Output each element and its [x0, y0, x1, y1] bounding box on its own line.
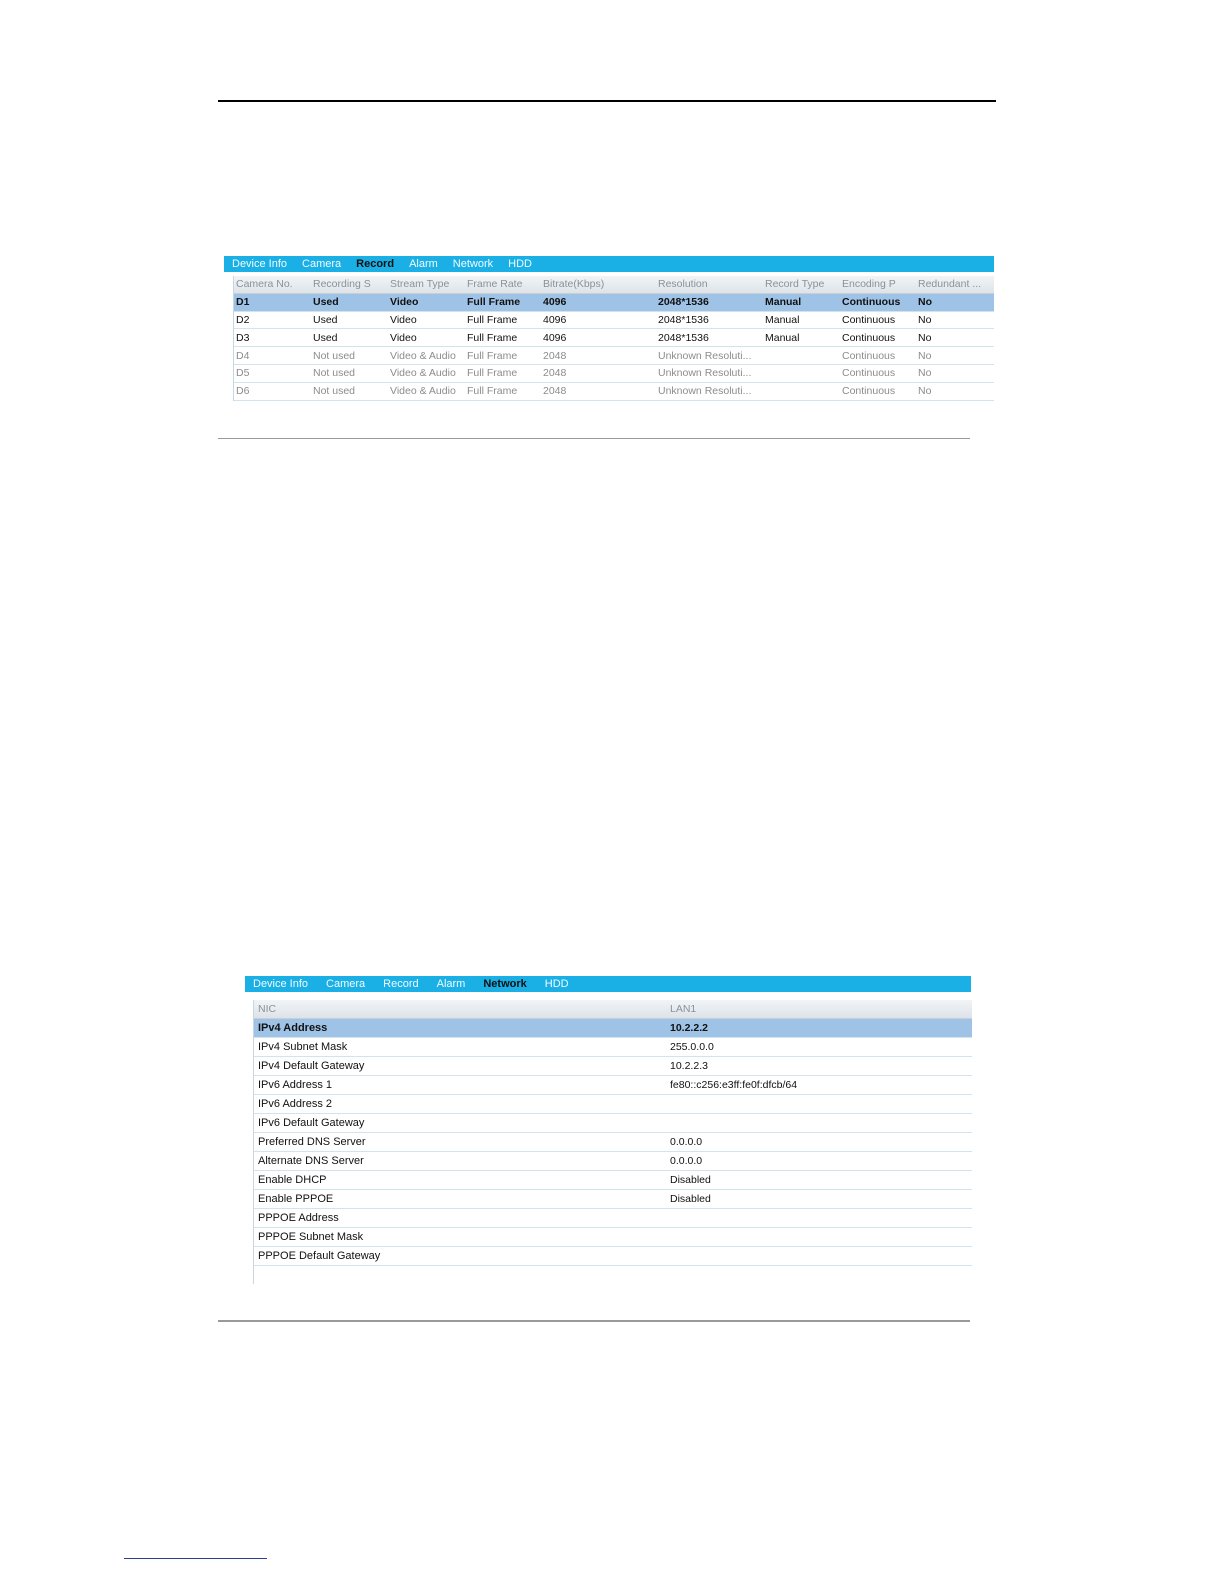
cell-stream-type: Video & Audio [390, 349, 456, 362]
column-header-nic[interactable]: NIC [258, 1003, 277, 1015]
column-header-camera-no[interactable]: Camera No. [236, 278, 293, 291]
cell-parameter: Preferred DNS Server [258, 1136, 366, 1148]
cell-parameter: PPPOE Subnet Mask [258, 1231, 364, 1243]
network-table [253, 1000, 972, 1284]
table-row[interactable] [234, 294, 994, 312]
cell-encoding: Continuous [842, 296, 901, 309]
cell-frame-rate: Full Frame [467, 331, 518, 344]
table-empty-space [254, 1266, 972, 1284]
tab-network[interactable]: Network [452, 258, 494, 270]
cell-value: 0.0.0.0 [670, 1136, 703, 1148]
cell-parameter: IPv4 Address [258, 1022, 328, 1034]
cell-camera-no: D5 [236, 367, 250, 380]
cell-parameter: Alternate DNS Server [258, 1155, 364, 1167]
table-row[interactable] [234, 365, 994, 383]
table-row[interactable] [254, 1247, 972, 1266]
cell-parameter: IPv6 Default Gateway [258, 1117, 365, 1129]
cell-resolution: Unknown Resoluti... [658, 349, 752, 362]
cell-bitrate: 4096 [543, 331, 567, 344]
cell-stream-type: Video [390, 331, 417, 344]
cell-recording-status: Not used [313, 367, 356, 380]
column-header-redundant[interactable]: Redundant ... [918, 278, 982, 291]
cell-bitrate: 2048 [543, 349, 567, 362]
tab-alarm[interactable]: Alarm [436, 978, 466, 990]
table-row[interactable] [254, 1095, 972, 1114]
table-row[interactable] [254, 1190, 972, 1209]
cell-resolution: Unknown Resoluti... [658, 385, 752, 398]
table-row[interactable] [234, 312, 994, 330]
record-panel-tabbar [224, 256, 994, 272]
cell-resolution: Unknown Resoluti... [658, 367, 752, 380]
table-row[interactable] [234, 329, 994, 347]
cell-redundant: No [918, 313, 932, 326]
cell-frame-rate: Full Frame [467, 349, 518, 362]
table-row[interactable] [254, 1038, 972, 1057]
tab-camera[interactable]: Camera [326, 978, 366, 990]
cell-bitrate: 2048 [543, 385, 567, 398]
cell-recording-status: Not used [313, 349, 356, 362]
cell-record-type: Manual [765, 296, 802, 309]
cell-redundant: No [918, 385, 932, 398]
cell-recording-status: Not used [313, 385, 356, 398]
cell-parameter: IPv6 Address 1 [258, 1079, 332, 1091]
cell-recording-status: Used [313, 331, 338, 344]
cell-record-type: Manual [765, 331, 800, 344]
cell-camera-no: D3 [236, 331, 250, 344]
table-row[interactable] [254, 1228, 972, 1247]
tab-network[interactable]: Network [483, 978, 527, 990]
tab-hdd[interactable]: HDD [544, 978, 569, 990]
cell-parameter: PPPOE Address [258, 1212, 339, 1224]
table-row[interactable] [254, 1076, 972, 1095]
table-row[interactable] [234, 383, 994, 401]
cell-recording-status: Used [313, 296, 339, 309]
cell-redundant: No [918, 367, 932, 380]
cell-frame-rate: Full Frame [467, 296, 521, 309]
cell-parameter: IPv4 Subnet Mask [258, 1041, 348, 1053]
cell-bitrate: 2048 [543, 367, 567, 380]
tab-hdd[interactable]: HDD [508, 258, 532, 270]
cell-bitrate: 4096 [543, 313, 567, 326]
column-header-lan1[interactable]: LAN1 [670, 1003, 697, 1015]
cell-camera-no: D4 [236, 349, 250, 362]
cell-encoding: Continuous [842, 367, 896, 380]
footnote-rule [124, 1558, 267, 1559]
tab-record[interactable]: Record [383, 978, 419, 990]
table-row[interactable] [254, 1152, 972, 1171]
cell-stream-type: Video & Audio [390, 385, 456, 398]
cell-frame-rate: Full Frame [467, 313, 518, 326]
tab-camera[interactable]: Camera [302, 258, 342, 270]
cell-frame-rate: Full Frame [467, 367, 518, 380]
table-row[interactable] [254, 1114, 972, 1133]
cell-redundant: No [918, 331, 932, 344]
cell-parameter: IPv4 Default Gateway [258, 1060, 365, 1072]
table-row[interactable] [254, 1209, 972, 1228]
cell-resolution: 2048*1536 [658, 313, 709, 326]
cell-encoding: Continuous [842, 349, 896, 362]
cell-bitrate: 4096 [543, 296, 567, 309]
figure-divider [218, 1320, 970, 1322]
column-header-record-type[interactable]: Record Type [765, 278, 825, 291]
cell-redundant: No [918, 349, 932, 362]
column-header-encoding[interactable]: Encoding P [842, 278, 896, 291]
column-header-recording-status[interactable]: Recording S [313, 278, 371, 291]
cell-value: 0.0.0.0 [670, 1155, 703, 1167]
cell-stream-type: Video & Audio [390, 367, 456, 380]
cell-record-type: Manual [765, 313, 800, 326]
cell-encoding: Continuous [842, 331, 896, 344]
record-table-header [234, 276, 994, 294]
table-row[interactable] [254, 1019, 972, 1038]
cell-resolution: 2048*1536 [658, 331, 709, 344]
cell-value: 255.0.0.0 [670, 1041, 714, 1053]
column-header-resolution[interactable]: Resolution [658, 278, 708, 291]
tab-record[interactable]: Record [356, 258, 395, 270]
column-header-stream-type[interactable]: Stream Type [390, 278, 450, 291]
cell-frame-rate: Full Frame [467, 385, 518, 398]
table-row[interactable] [254, 1133, 972, 1152]
column-header-bitrate[interactable]: Bitrate(Kbps) [543, 278, 605, 291]
cell-parameter: PPPOE Default Gateway [258, 1250, 381, 1262]
cell-value: fe80::c256:e3ff:fe0f:dfcb/64 [670, 1079, 798, 1091]
table-row[interactable] [254, 1057, 972, 1076]
cell-parameter: IPv6 Address 2 [258, 1098, 332, 1110]
cell-stream-type: Video [390, 313, 417, 326]
cell-value: 10.2.2.2 [670, 1022, 708, 1034]
tab-alarm[interactable]: Alarm [409, 258, 438, 270]
network-table-header [254, 1000, 972, 1019]
cell-parameter: Enable PPPOE [258, 1193, 334, 1205]
cell-recording-status: Used [313, 313, 338, 326]
cell-value: Disabled [670, 1193, 711, 1205]
cell-parameter: Enable DHCP [258, 1174, 327, 1186]
network-status-panel [245, 976, 971, 1264]
cell-value: Disabled [670, 1174, 711, 1186]
cell-camera-no: D6 [236, 385, 250, 398]
tab-device-info[interactable]: Device Info [253, 978, 309, 990]
network-panel-tabbar [245, 976, 971, 992]
table-row[interactable] [254, 1171, 972, 1190]
cell-encoding: Continuous [842, 313, 896, 326]
cell-encoding: Continuous [842, 385, 896, 398]
table-row[interactable] [234, 347, 994, 365]
record-status-panel [224, 256, 994, 396]
cell-value: 10.2.2.3 [670, 1060, 708, 1072]
tab-device-info[interactable]: Device Info [232, 258, 288, 270]
cell-camera-no: D2 [236, 313, 250, 326]
page-header-rule [218, 100, 996, 102]
column-header-frame-rate[interactable]: Frame Rate [467, 278, 523, 291]
figure-divider [218, 438, 970, 439]
cell-redundant: No [918, 296, 932, 309]
record-table [233, 276, 994, 401]
cell-stream-type: Video [390, 296, 419, 309]
cell-resolution: 2048*1536 [658, 296, 709, 309]
cell-camera-no: D1 [236, 296, 250, 309]
